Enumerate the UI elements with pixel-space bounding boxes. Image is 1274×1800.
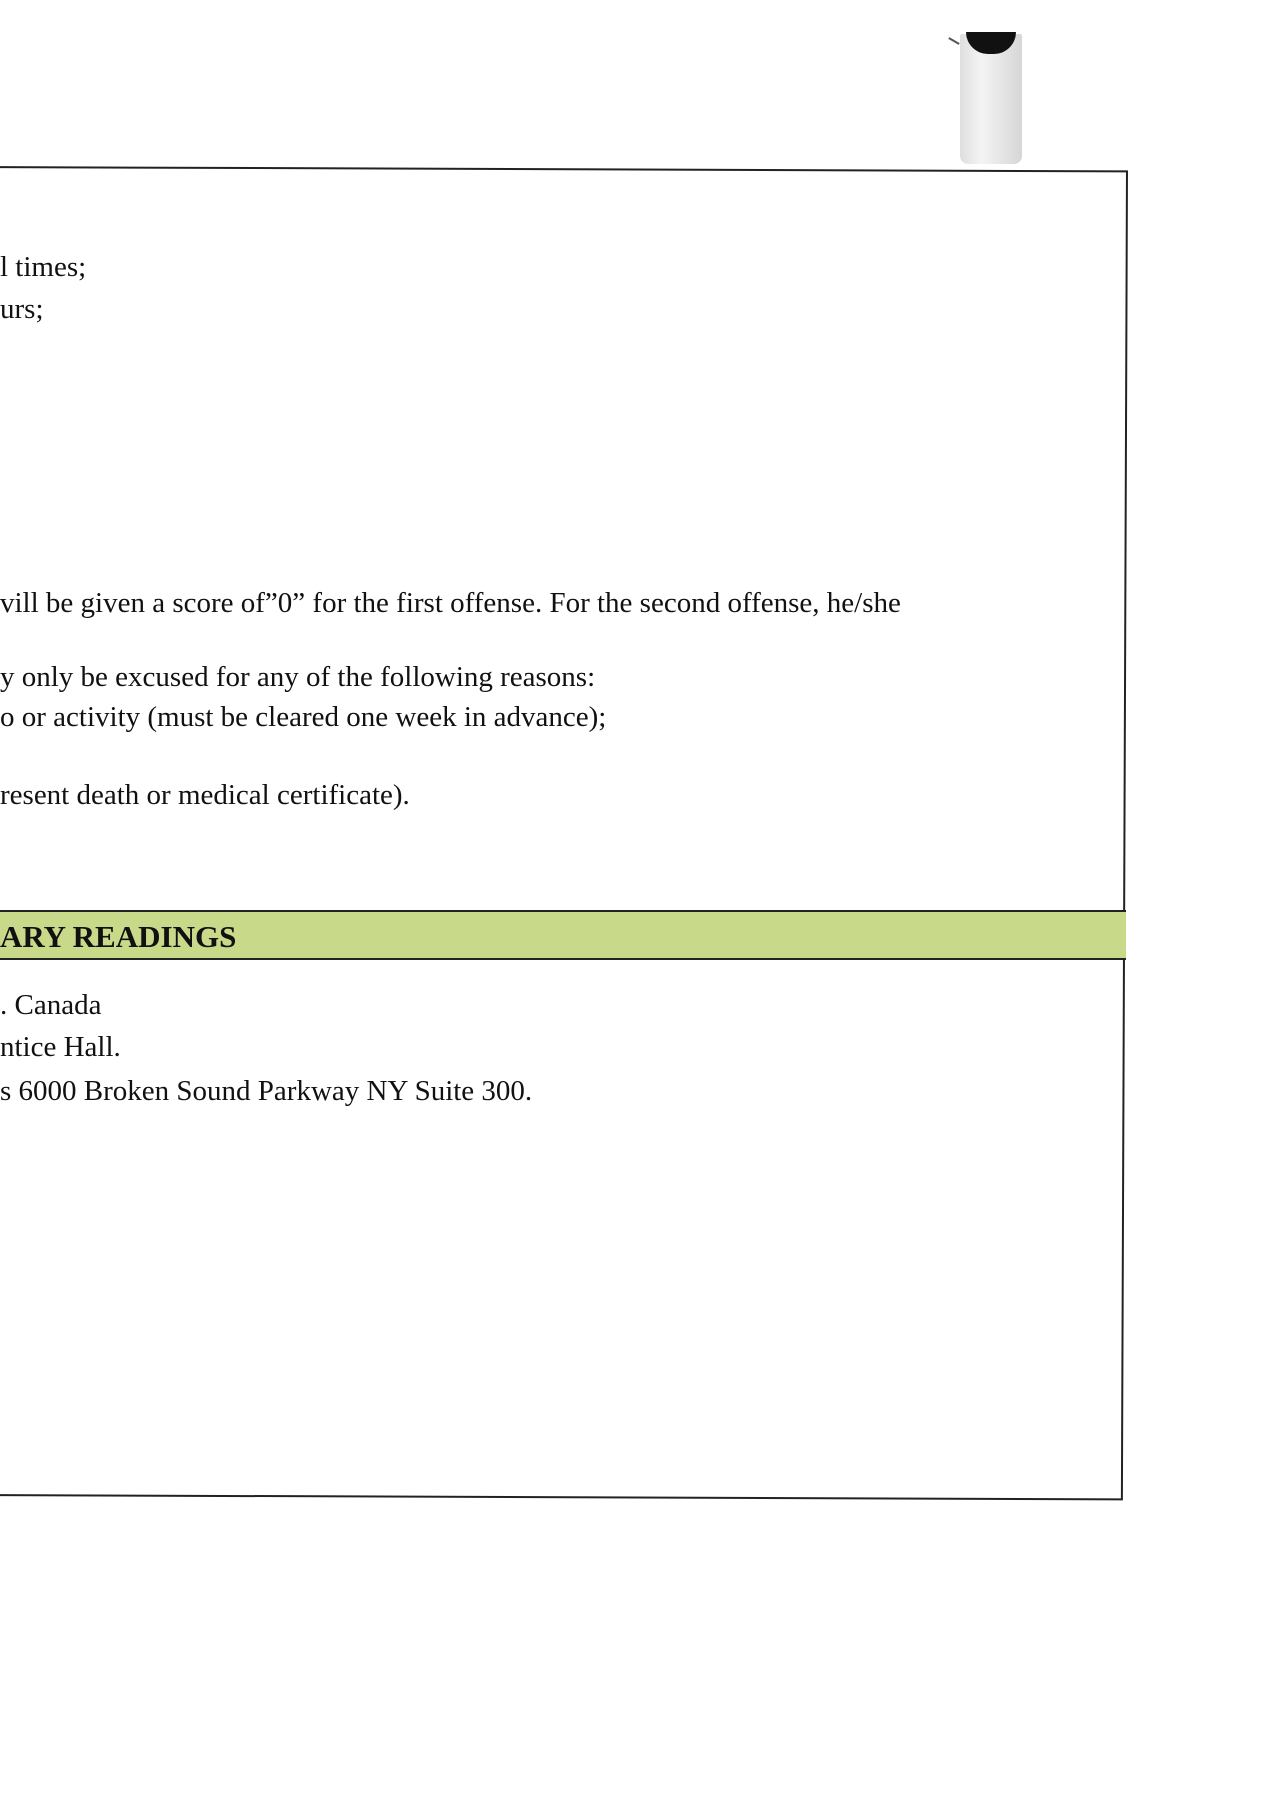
text-line-3: vill be given a score of”0” for the first offense. For the second offense, he/she xyxy=(0,587,901,619)
binder-clip-pin-icon xyxy=(948,37,959,45)
content-frame xyxy=(0,166,1128,1500)
reading-line-2: ntice Hall. xyxy=(0,1031,121,1063)
text-line-2: urs; xyxy=(0,293,44,325)
section-heading-band xyxy=(0,910,1126,960)
text-line-6: resent death or medical certificate). xyxy=(0,779,410,811)
reading-line-3: s 6000 Broken Sound Parkway NY Suite 300. xyxy=(0,1075,533,1107)
text-line-4: y only be excused for any of the following reasons: xyxy=(0,661,596,693)
text-line-1: l times; xyxy=(0,251,87,283)
text-line-5: o or activity (must be cleared one week in advance); xyxy=(0,701,607,733)
section-heading: ARY READINGS xyxy=(0,919,237,954)
reading-line-1: . Canada xyxy=(0,989,102,1021)
